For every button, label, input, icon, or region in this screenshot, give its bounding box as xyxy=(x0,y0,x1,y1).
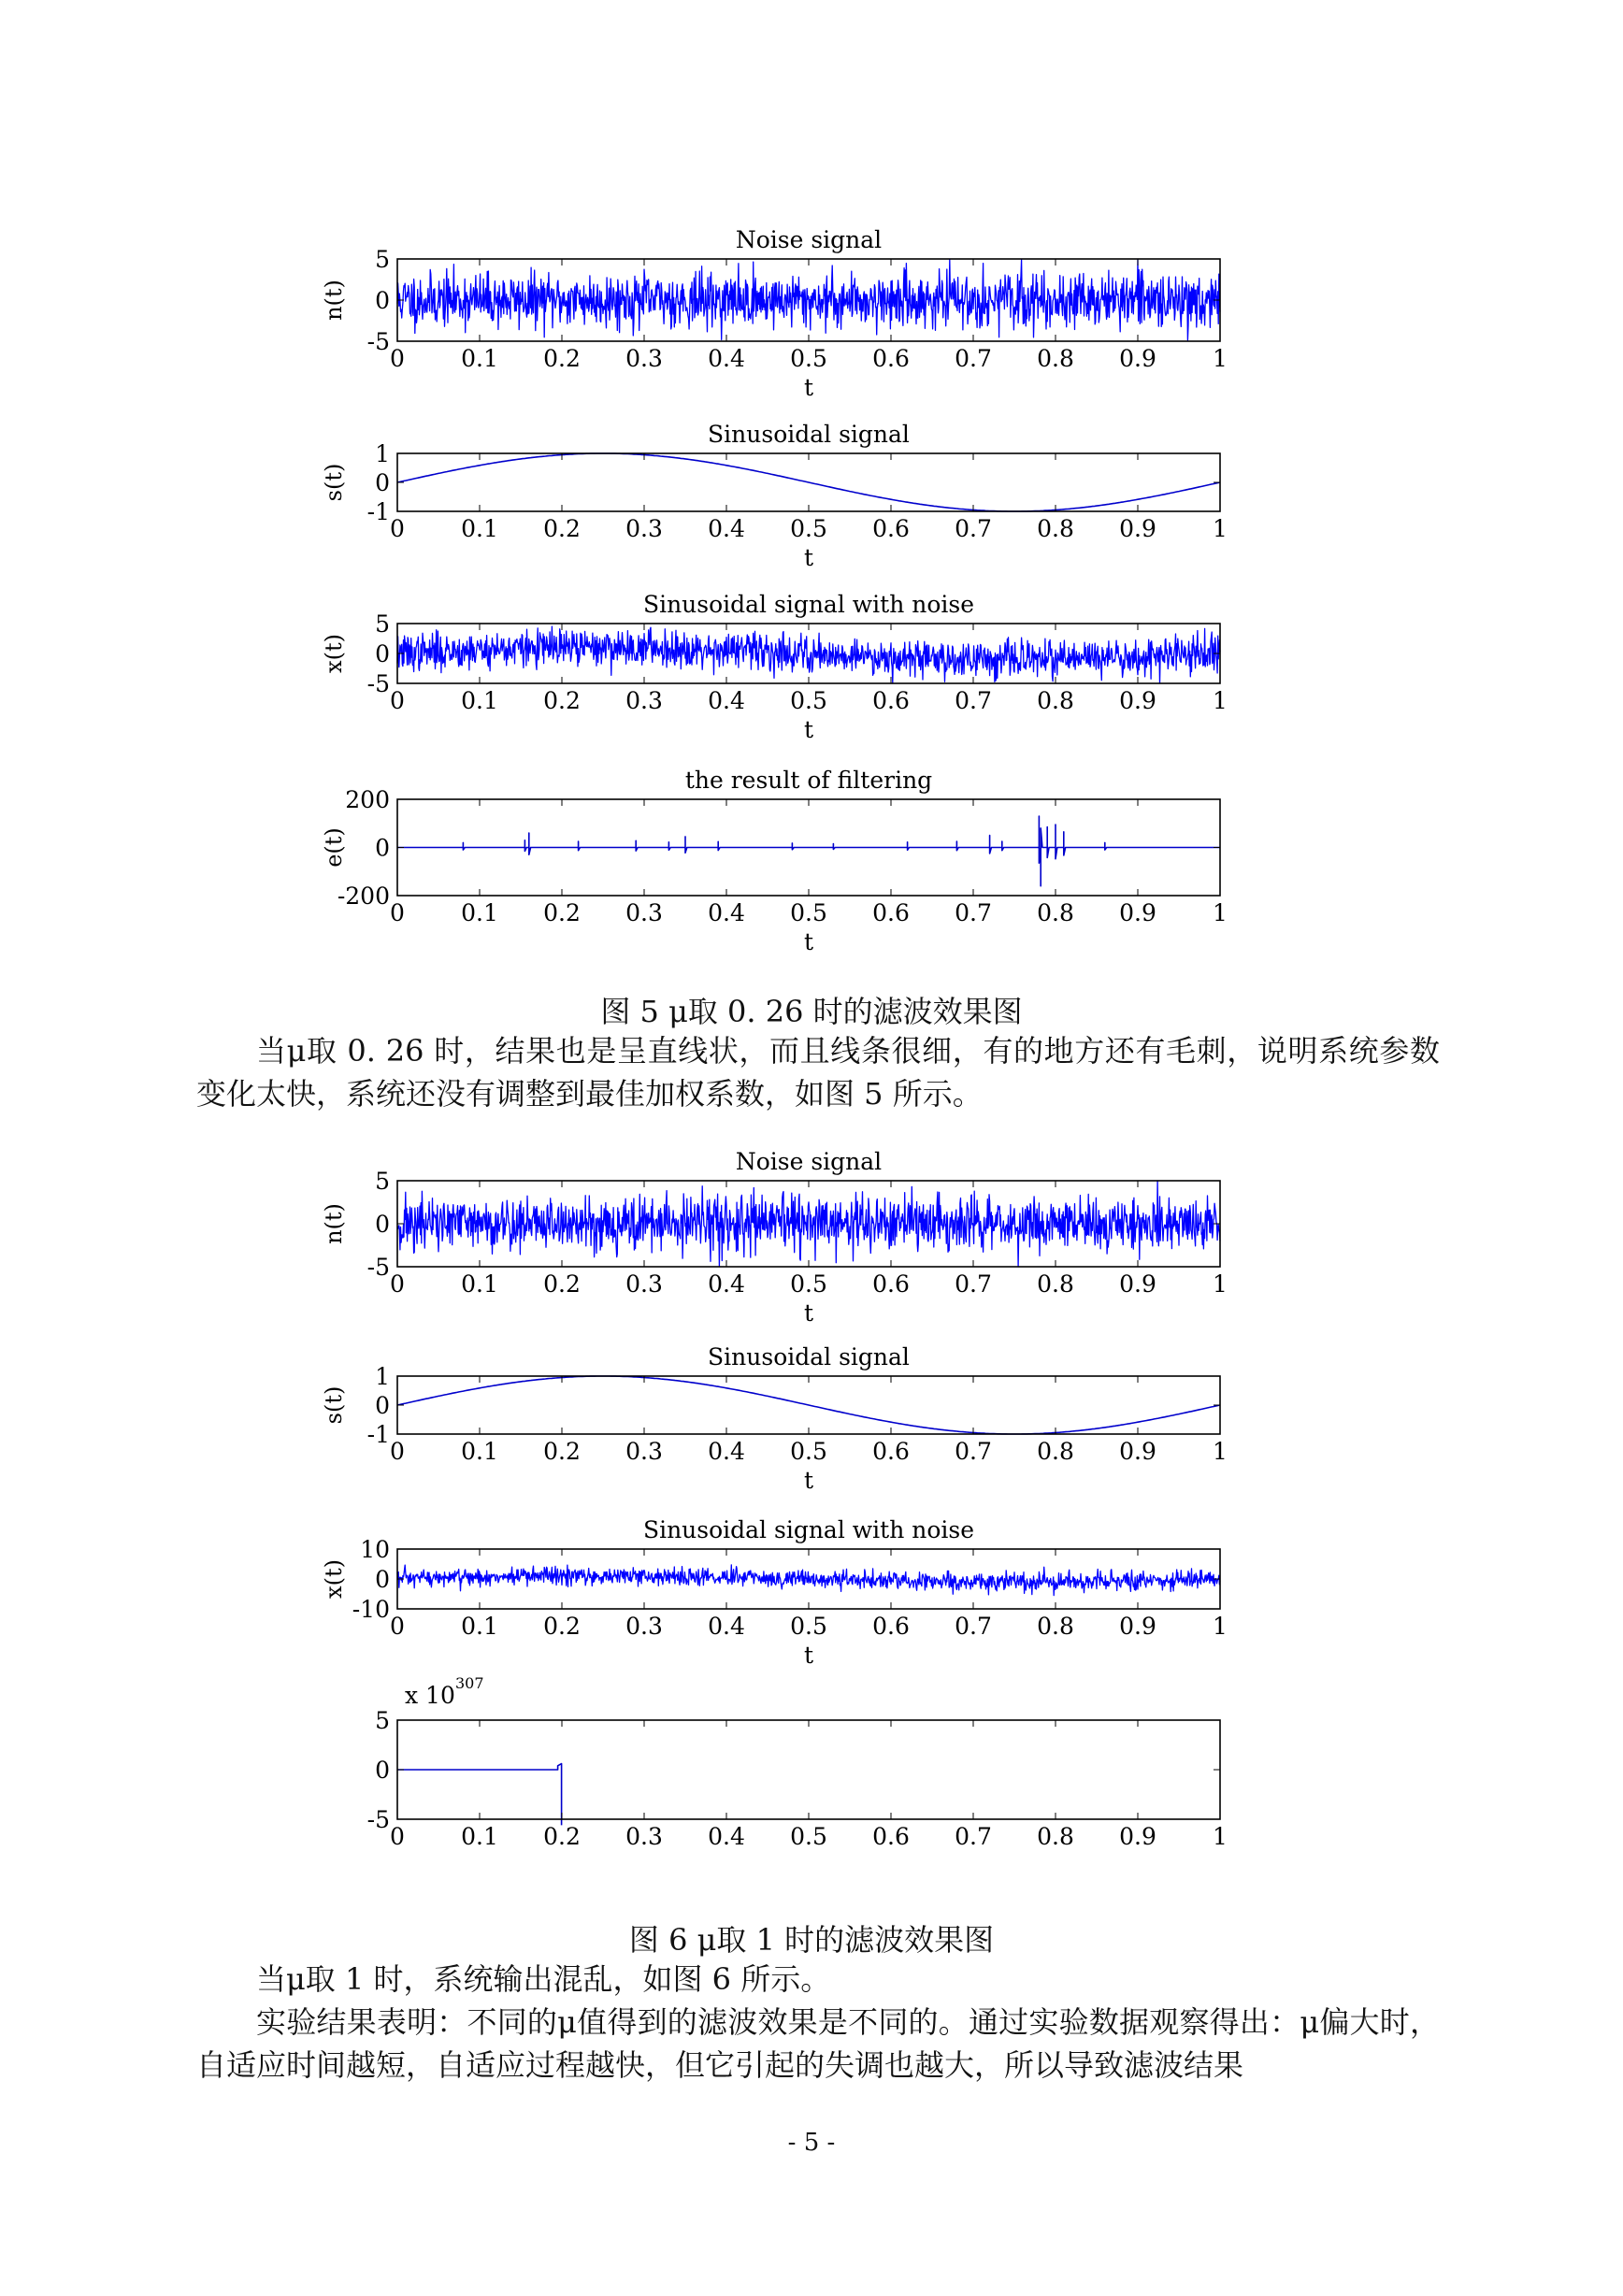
x-tick-label: 0.9 xyxy=(1119,345,1156,372)
x-tick-label: 0.3 xyxy=(625,515,663,542)
x-tick-label: 0.4 xyxy=(708,1613,745,1640)
series-x(t) xyxy=(397,626,1220,683)
x-tick-label: 0.9 xyxy=(1119,1613,1156,1640)
y-tick-label: 0 xyxy=(375,834,390,862)
y-tick-label: 0 xyxy=(375,1757,390,1784)
x-tick-label: 0.9 xyxy=(1119,1270,1156,1298)
x-tick-label: 0 xyxy=(390,345,405,372)
plot-mixed xyxy=(321,1516,1228,1669)
y-axis-label: s(t) xyxy=(321,463,347,502)
x-tick-label: 0.8 xyxy=(1037,515,1074,542)
x-tick-label: 0.3 xyxy=(625,1823,663,1850)
x-tick-label: 0.8 xyxy=(1037,687,1074,714)
y-tick-label: 5 xyxy=(375,1168,390,1195)
exponent-label: x 10 xyxy=(405,1682,455,1709)
x-tick-label: 1 xyxy=(1213,515,1228,542)
y-tick-label: 5 xyxy=(375,610,390,638)
x-tick-label: 0.8 xyxy=(1037,899,1074,926)
y-tick-label: 0 xyxy=(375,1566,390,1593)
x-tick-label: 0.4 xyxy=(708,1823,745,1850)
x-tick-label: 1 xyxy=(1213,1438,1228,1465)
x-tick-label: 0 xyxy=(390,1613,405,1640)
x-tick-label: 0.1 xyxy=(461,899,498,926)
y-tick-label: 0 xyxy=(375,469,390,496)
x-tick-label: 0 xyxy=(390,1270,405,1298)
x-axis-label: t xyxy=(803,544,814,571)
x-tick-label: 0.5 xyxy=(790,1613,827,1640)
series-x(t) xyxy=(397,1565,1220,1596)
y-tick-label: -5 xyxy=(366,670,390,697)
x-tick-label: 1 xyxy=(1213,1270,1228,1298)
figure-5 xyxy=(299,210,1234,977)
x-tick-label: 0 xyxy=(390,515,405,542)
x-tick-label: 0.9 xyxy=(1119,1438,1156,1465)
x-tick-label: 0.5 xyxy=(790,1270,827,1298)
x-tick-label: 0.2 xyxy=(543,515,581,542)
x-tick-label: 0.9 xyxy=(1119,687,1156,714)
x-tick-label: 0.7 xyxy=(955,345,992,372)
x-tick-label: 0 xyxy=(390,1823,405,1850)
series-s(t) xyxy=(397,1376,1220,1434)
x-tick-label: 0.2 xyxy=(543,345,581,372)
x-tick-label: 0.3 xyxy=(625,1270,663,1298)
plot-sine xyxy=(321,421,1228,571)
x-tick-label: 0.4 xyxy=(708,515,745,542)
x-tick-label: 0.1 xyxy=(461,515,498,542)
x-tick-label: 0.4 xyxy=(708,1270,745,1298)
x-tick-label: 0.2 xyxy=(543,899,581,926)
y-tick-label: 0 xyxy=(375,640,390,667)
x-tick-label: 0.9 xyxy=(1119,1823,1156,1850)
x-tick-label: 0.4 xyxy=(708,687,745,714)
x-tick-label: 0.8 xyxy=(1037,1823,1074,1850)
x-tick-label: 0.6 xyxy=(872,687,910,714)
x-tick-label: 0.6 xyxy=(872,515,910,542)
x-tick-label: 0.8 xyxy=(1037,1613,1074,1640)
y-tick-label: -5 xyxy=(366,1254,390,1281)
plot-result xyxy=(367,1674,1228,1850)
page-number: - 5 - xyxy=(787,2129,836,2157)
y-tick-label: -1 xyxy=(366,498,390,525)
plot-mixed xyxy=(321,591,1228,743)
x-tick-label: 0.2 xyxy=(543,1270,581,1298)
y-tick-label: 5 xyxy=(375,246,390,273)
x-tick-label: 0.9 xyxy=(1119,515,1156,542)
y-tick-label: 0 xyxy=(375,1392,390,1419)
x-tick-label: 0.7 xyxy=(955,687,992,714)
plot-title: Sinusoidal signal with noise xyxy=(642,591,975,618)
x-axis-label: t xyxy=(803,1642,814,1669)
x-tick-label: 0.1 xyxy=(461,1270,498,1298)
plot-sine xyxy=(321,1343,1228,1494)
y-tick-label: 1 xyxy=(375,440,390,467)
x-tick-label: 0.2 xyxy=(543,687,581,714)
x-tick-label: 0.3 xyxy=(625,345,663,372)
figure-5-caption: 图 5 μ取 0. 26 时的滤波效果图 xyxy=(600,994,1023,1029)
x-tick-label: 0.3 xyxy=(625,899,663,926)
x-tick-label: 0.5 xyxy=(790,1438,827,1465)
x-tick-label: 0.2 xyxy=(543,1823,581,1850)
exponent-power: 307 xyxy=(455,1674,484,1692)
y-tick-label: 1 xyxy=(375,1363,390,1390)
x-tick-label: 0.6 xyxy=(872,1270,910,1298)
series-n(t) xyxy=(397,259,1220,340)
y-axis-label: n(t) xyxy=(321,280,347,321)
x-tick-label: 0.8 xyxy=(1037,345,1074,372)
y-tick-label: 200 xyxy=(345,786,390,813)
y-tick-label: 0 xyxy=(375,1211,390,1238)
x-axis-label: t xyxy=(803,1467,814,1494)
x-tick-label: 0.9 xyxy=(1119,899,1156,926)
y-tick-label: 5 xyxy=(375,1707,390,1734)
plot-noise xyxy=(321,226,1228,401)
y-tick-label: -200 xyxy=(337,883,390,910)
plot-noise xyxy=(321,1150,1228,1327)
x-tick-label: 0.6 xyxy=(872,1438,910,1465)
paragraph-mu-1: 当μ取 1 时，系统输出混乱，如图 6 所示。 xyxy=(256,1961,831,1997)
plot-title: Noise signal xyxy=(735,226,883,253)
x-tick-label: 0.5 xyxy=(790,1823,827,1850)
x-tick-label: 0.3 xyxy=(625,1438,663,1465)
x-tick-label: 0.8 xyxy=(1037,1438,1074,1465)
x-tick-label: 0.7 xyxy=(955,1270,992,1298)
x-tick-label: 0.7 xyxy=(955,515,992,542)
paragraph-conclusion: 实验结果表明：不同的μ值得到的滤波效果是不同的。通过实验数据观察得出：μ偏大时，自适应时间越短，自适应过程越快，但它引起的失调也越大，所以导致滤波结果 xyxy=(196,2004,1440,2083)
x-tick-label: 0.1 xyxy=(461,1823,498,1850)
x-tick-label: 0.2 xyxy=(543,1438,581,1465)
x-tick-label: 1 xyxy=(1213,899,1228,926)
plot-title: Sinusoidal signal with noise xyxy=(642,1516,975,1543)
x-tick-label: 0.3 xyxy=(625,687,663,714)
x-tick-label: 0.1 xyxy=(461,687,498,714)
x-axis-label: t xyxy=(803,1299,814,1327)
x-tick-label: 1 xyxy=(1213,1823,1228,1850)
x-tick-label: 1 xyxy=(1213,687,1228,714)
x-tick-label: 0.4 xyxy=(708,345,745,372)
x-tick-label: 0 xyxy=(390,1438,405,1465)
x-tick-label: 0.4 xyxy=(708,899,745,926)
x-tick-label: 0.5 xyxy=(790,687,827,714)
y-axis-label: s(t) xyxy=(321,1385,347,1425)
y-tick-label: 0 xyxy=(375,287,390,314)
series-s(t) xyxy=(397,453,1220,511)
plot-title: Sinusoidal signal xyxy=(708,1343,910,1370)
x-tick-label: 0.8 xyxy=(1037,1270,1074,1298)
x-axis-label: t xyxy=(803,928,814,955)
x-tick-label: 0 xyxy=(390,687,405,714)
x-tick-label: 0.5 xyxy=(790,899,827,926)
x-tick-label: 0.1 xyxy=(461,345,498,372)
y-tick-label: -10 xyxy=(352,1596,390,1623)
plot-title: Noise signal xyxy=(735,1150,883,1175)
figure-6 xyxy=(299,1150,1234,1898)
figure-6-caption: 图 6 μ取 1 时的滤波效果图 xyxy=(628,1922,995,1958)
paragraph-mu-026: 当μ取 0. 26 时，结果也是呈直线状，而且线条很细，有的地方还有毛刺，说明系统参数变化太快，系统还没有调整到最佳加权系数，如图 5 所示。 xyxy=(196,1033,1440,1112)
y-axis-label: n(t) xyxy=(321,1203,347,1244)
x-axis-label: t xyxy=(803,374,814,401)
plot-result xyxy=(321,767,1228,955)
x-tick-label: 0.6 xyxy=(872,345,910,372)
series-n(t) xyxy=(397,1181,1220,1267)
y-tick-label: 10 xyxy=(360,1536,390,1563)
x-tick-label: 0.6 xyxy=(872,1823,910,1850)
x-tick-label: 0.6 xyxy=(872,899,910,926)
series-e(t) xyxy=(397,816,1220,886)
x-tick-label: 0.7 xyxy=(955,899,992,926)
y-tick-label: -5 xyxy=(366,328,390,355)
x-tick-label: 0.7 xyxy=(955,1823,992,1850)
x-tick-label: 0.6 xyxy=(872,1613,910,1640)
x-tick-label: 1 xyxy=(1213,1613,1228,1640)
x-axis-label: t xyxy=(803,716,814,743)
x-tick-label: 0.1 xyxy=(461,1438,498,1465)
x-tick-label: 0.7 xyxy=(955,1438,992,1465)
x-tick-label: 0.5 xyxy=(790,515,827,542)
y-tick-label: -5 xyxy=(366,1806,390,1833)
x-tick-label: 0.7 xyxy=(955,1613,992,1640)
y-axis-label: e(t) xyxy=(321,827,347,868)
x-tick-label: 0 xyxy=(390,899,405,926)
plot-title: Sinusoidal signal xyxy=(708,421,910,448)
x-tick-label: 1 xyxy=(1213,345,1228,372)
x-tick-label: 0.2 xyxy=(543,1613,581,1640)
x-tick-label: 0.5 xyxy=(790,345,827,372)
y-tick-label: -1 xyxy=(366,1421,390,1448)
x-tick-label: 0.3 xyxy=(625,1613,663,1640)
plot-title: the result of filtering xyxy=(684,767,933,794)
x-tick-label: 0.1 xyxy=(461,1613,498,1640)
y-axis-label: x(t) xyxy=(321,634,347,673)
x-tick-label: 0.4 xyxy=(708,1438,745,1465)
y-axis-label: x(t) xyxy=(321,1559,347,1599)
